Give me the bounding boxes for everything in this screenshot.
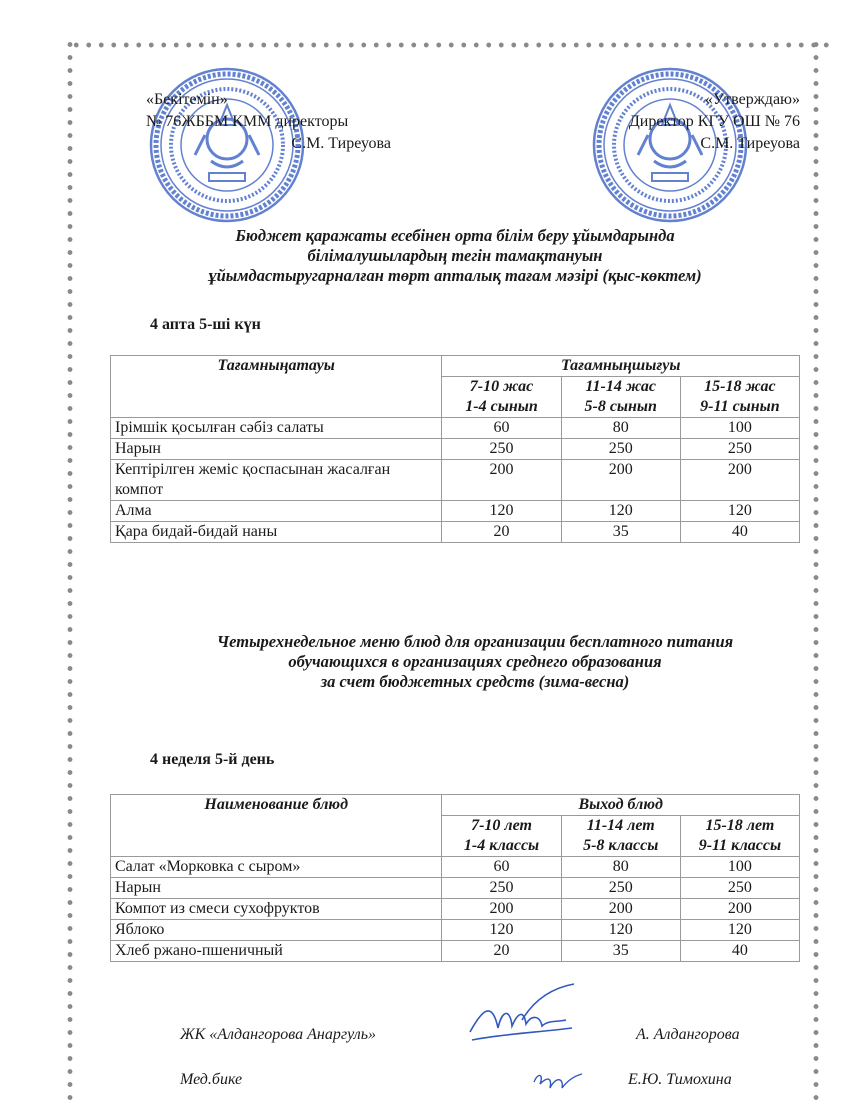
portion-value: 80: [561, 418, 680, 439]
table-row: [111, 941, 800, 962]
age: 7-10 лет: [471, 817, 532, 834]
ru-age-group-header: [680, 816, 799, 857]
grade: 9-11 сынып: [700, 398, 780, 415]
kz-age-group-header: [561, 377, 680, 418]
portion-value: 250: [442, 878, 561, 899]
ru-title-line: обучающихся в организациях среднего образования: [288, 652, 662, 671]
dotted-border-left: [67, 38, 73, 1100]
portion-value: 250: [442, 439, 561, 460]
portion-value: 40: [680, 522, 799, 543]
dotted-border-right: [813, 38, 819, 1100]
portion-value: 120: [442, 920, 561, 941]
table-row: [111, 857, 800, 878]
dish-name: Кептірілген жеміс қоспасынан жасалған компот: [111, 460, 442, 501]
signature-right-2: Е.Ю. Тимохина: [628, 1071, 732, 1088]
dish-name: Қара бидай-бидай наны: [111, 522, 442, 543]
approval-right-line1: «Утверждаю»: [704, 91, 800, 108]
portion-value: 120: [561, 501, 680, 522]
table-row: [111, 439, 800, 460]
portion-value: 35: [561, 941, 680, 962]
portion-value: 200: [680, 460, 799, 501]
portion-value: 250: [561, 878, 680, 899]
approval-right-name: С.М. Тиреуова: [700, 135, 800, 152]
age: 11-14 лет: [586, 817, 655, 834]
portion-value: 200: [680, 899, 799, 920]
ru-day-label: 4 неделя 5-й день: [150, 751, 275, 768]
dish-name: Нарын: [111, 878, 442, 899]
portion-value: 20: [442, 522, 561, 543]
portion-value: 250: [680, 439, 799, 460]
portion-value: 100: [680, 857, 799, 878]
age: 15-18 жас: [704, 378, 776, 395]
kz-title-line: Бюджет қаражаты есебінен орта білім беру ұйымдарында: [235, 226, 675, 245]
kz-day-label: 4 апта 5-ші күн: [150, 316, 261, 333]
portion-value: 200: [561, 899, 680, 920]
portion-value: 40: [680, 941, 799, 962]
portion-value: 200: [442, 899, 561, 920]
age: 15-18 лет: [705, 817, 775, 834]
approval-left-line1: «Бекітемін»: [146, 91, 228, 108]
dotted-border-top: [70, 42, 830, 48]
kz-age-group-header: [680, 377, 799, 418]
table-row: [111, 920, 800, 941]
portion-value: 60: [442, 857, 561, 878]
portion-value: 100: [680, 418, 799, 439]
portion-value: 120: [442, 501, 561, 522]
signature-left-1: ЖК «Алдангорова Анаргуль»: [180, 1026, 377, 1043]
kz-menu-table: [110, 355, 800, 543]
kz-header-output: Тағамныңшығуы: [442, 356, 800, 377]
kz-title-line: ұйымдастыругарналған төрт апталық тағам мәзірі (қыс-көктем): [208, 266, 702, 285]
portion-value: 20: [442, 941, 561, 962]
grade: 5-8 сынып: [584, 398, 657, 415]
signature-right-1: А. Алдангорова: [636, 1026, 740, 1043]
table-row: [111, 418, 800, 439]
dish-name: Компот из смеси сухофруктов: [111, 899, 442, 920]
portion-value: 250: [561, 439, 680, 460]
grade: 5-8 классы: [583, 837, 659, 854]
kz-title-line: білімалушылардың тегін тамақтануын: [307, 246, 603, 265]
kz-header-name: Тағамныңатауы: [111, 356, 442, 418]
dish-name: Алма: [111, 501, 442, 522]
table-row: [111, 878, 800, 899]
dish-name: Нарын: [111, 439, 442, 460]
age: 7-10 жас: [469, 378, 534, 395]
dish-name: Хлеб ржано-пшеничный: [111, 941, 442, 962]
portion-value: 120: [680, 920, 799, 941]
grade: 1-4 классы: [463, 837, 540, 854]
dish-name: Салат «Морковка с сыром»: [111, 857, 442, 878]
handwritten-signature-2: [528, 1062, 588, 1096]
ru-title-line: Четырехнедельное меню блюд для организации бесплатного питания: [216, 632, 734, 651]
ru-age-group-header: [442, 816, 561, 857]
dish-name: Яблоко: [111, 920, 442, 941]
portion-value: 250: [680, 878, 799, 899]
table-row: [111, 460, 800, 501]
ru-menu-table: [110, 794, 800, 962]
approval-left-name: С.М. Тиреуова: [291, 135, 391, 152]
portion-value: 120: [680, 501, 799, 522]
age: 11-14 жас: [585, 378, 656, 395]
handwritten-signature-1: [462, 980, 582, 1050]
kz-title: [110, 226, 800, 286]
table-row: [111, 522, 800, 543]
kz-age-group-header: [442, 377, 561, 418]
approval-right: [560, 89, 800, 155]
portion-value: 120: [561, 920, 680, 941]
ru-age-group-header: [561, 816, 680, 857]
ru-title: [130, 632, 820, 692]
approval-right-line2: Директор КГУ ОШ № 76: [628, 113, 800, 130]
portion-value: 200: [561, 460, 680, 501]
table-row: [111, 899, 800, 920]
dish-name: Ірімшік қосылған сәбіз салаты: [111, 418, 442, 439]
ru-header-name: Наименование блюд: [111, 795, 442, 857]
portion-value: 200: [442, 460, 561, 501]
portion-value: 35: [561, 522, 680, 543]
ru-title-line: за счет бюджетных средств (зима-весна): [320, 672, 630, 691]
portion-value: 80: [561, 857, 680, 878]
grade: 1-4 сынып: [465, 398, 538, 415]
approval-left-line2: № 76ЖББМ КММ директоры: [146, 113, 349, 130]
ru-header-output: Выход блюд: [442, 795, 800, 816]
table-row: [111, 501, 800, 522]
grade: 9-11 классы: [698, 837, 782, 854]
signature-left-2: Мед.бике: [180, 1071, 243, 1088]
approval-left: [146, 89, 406, 155]
portion-value: 60: [442, 418, 561, 439]
